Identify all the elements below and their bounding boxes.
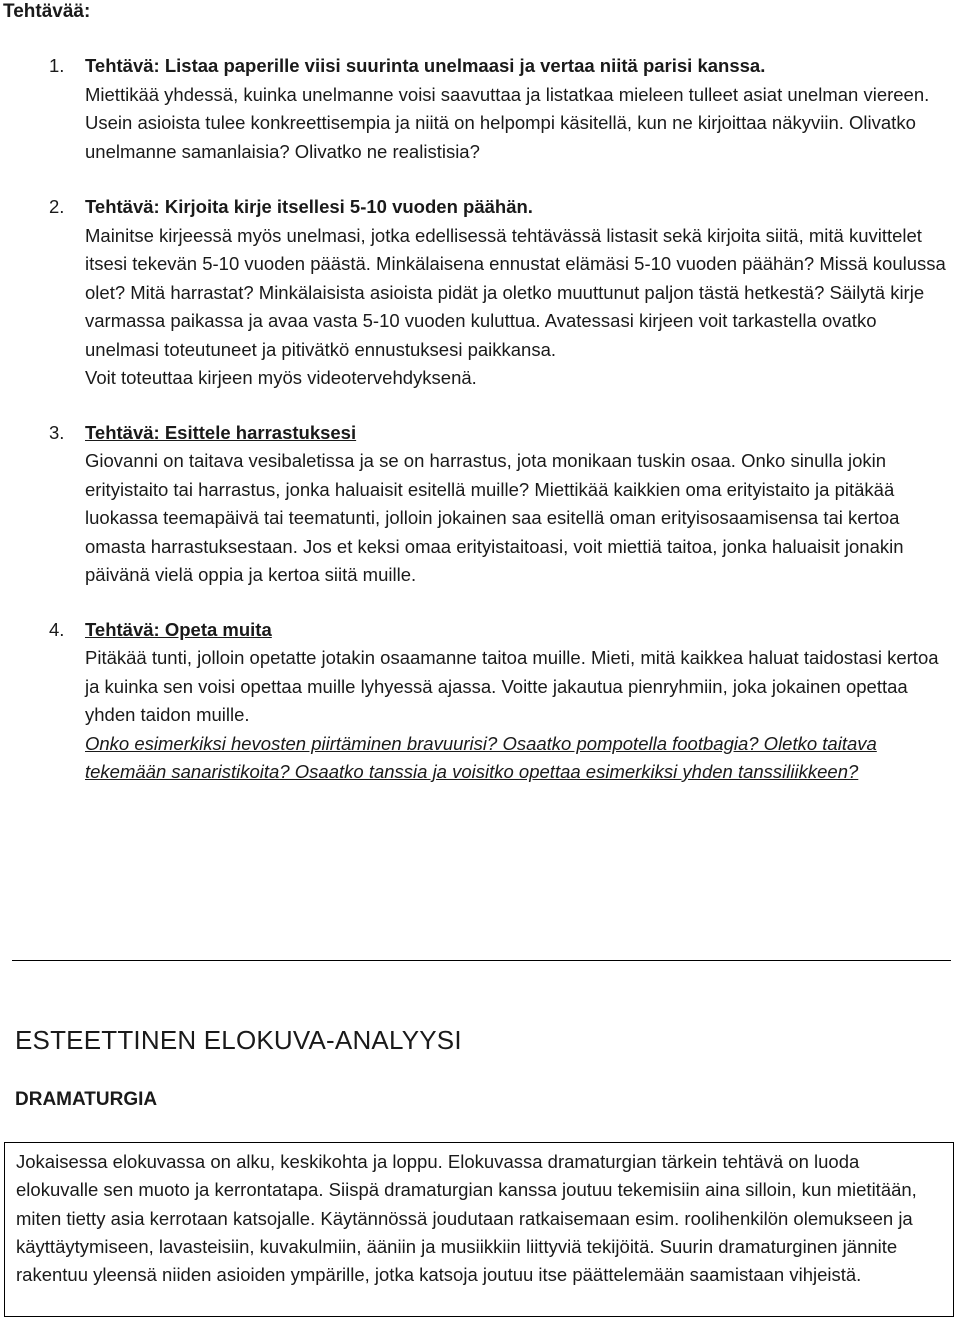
task-title: Tehtävä: Opeta muita <box>85 618 272 640</box>
text-box <box>4 1142 954 1317</box>
task-item <box>0 419 950 590</box>
box-text: Jokaisessa elokuvassa on alku, keskikohta ja loppu. Elokuvassa dramaturgian tärkein tehtävä on luoda elokuvalle sen muoto ja kerrontatapa. Siispä dramaturgian kanssa joutuu tekemisiin aina silloin, kun mietitään, miten tietty asia kerrotaan katsojalle. Käytännössä joudutaan ratkaisemaan esim. roolihenkilön olemukseen ja käyttäytymiseen, lavasteisiin, kuvakulmiin, ääniin ja musiikkiin liittyviä tekijöitä. Suurin dramaturginen jännite rakentuu yleensä niiden asioiden ympärille, jotka katsoja joutuu itse päättelemään saamistaan vihjeistä. <box>16 1151 917 1286</box>
task-number: 1. <box>49 55 65 76</box>
page-heading: Tehtävää: <box>3 1 91 22</box>
task-number: 2. <box>49 196 65 217</box>
task-body: Mainitse kirjeessä myös unelmasi, jotka edellisessä tehtävässä listasit sekä kirjoita siitä, mitä kuvittelet itsesi tekevän 5-10 vuoden päästä. Minkälaisena ennustat elämäsi 5-10 vuoden päähän? Missä koulussa olet? Mitä harrastat? Minkälaisista asioista pidät ja oletko muuttunut paljon tästä hetkestä? Säilytä kirje varmassa paikassa ja avaa vasta 5-10 vuoden kuluttua. Avatessasi kirjeen voit tarkastella ovatko unelmasi toteutuneet ja pitivätkö ennustuksesi paikkansa. <box>85 224 946 360</box>
task-examples: Onko esimerkiksi hevosten piirtäminen bravuurisi? Osaatko pompotella footbagia? Oletko taitava tekemään sanaristikoita? Osaatko tanssia ja voisitko opettaa esimerkiksi yhden tanssiliikkeen? <box>85 732 877 782</box>
task-number: 3. <box>49 421 65 443</box>
task-title: Tehtävä: Listaa paperille viisi suurinta unelmaasi ja vertaa niitä parisi kanssa. <box>85 55 766 76</box>
section-divider <box>12 960 951 961</box>
task-title: Tehtävä: Kirjoita kirje itsellesi 5-10 vuoden päähän. <box>85 196 533 217</box>
task-body: Giovanni on taitava vesibaletissa ja se on harrastus, jota monikaan tuskin osaa. Onko sinulla jokin erityistaito tai harrastus, jonka haluaisit esitellä muille? Miettikää kaikkien oma erityistaito ja pitäkää luokassa teemapäivä tai teematunti, jolloin jokainen saa esitellä oman erityisosaamisensa tai kertoa omasta harrastuksestaan. Jos et keksi omaa erityistaitoasi, voit miettiä taitoa, jonka haluaisit jonakin päivänä vielä oppia ja kertoa siitä muille. <box>85 450 904 585</box>
task-number: 4. <box>49 618 65 640</box>
task-item <box>0 52 950 166</box>
task-body: Pitäkää tunti, jolloin opetatte jotakin osaamanne taitoa muille. Mieti, mitä kaikkea haluat taidostasi kertoa ja kuinka sen voisi opettaa muille lyhyessä ajassa. Voitte jakautua pienryhmiin, joka jokainen opettaa yhden taidon muille. <box>85 647 939 725</box>
task-list <box>0 52 950 787</box>
section-title: ESTEETTINEN ELOKUVA-ANALYYSI <box>15 1025 462 1055</box>
task-item <box>0 193 950 393</box>
task-extra: Voit toteuttaa kirjeen myös videotervehdyksenä. <box>85 367 477 388</box>
task-title: Tehtävä: Esittele harrastuksesi <box>85 421 357 443</box>
subsection-title: DRAMATURGIA <box>15 1089 158 1110</box>
task-item <box>0 616 950 787</box>
task-body: Miettikää yhdessä, kuinka unelmanne voisi saavuttaa ja listatkaa mieleen tulleet asiat unelman viereen. Usein asioista tulee konkreettisempia ja niitä on helpompi käsitellä, kun ne kirjoittaa näkyviin. Olivatko unelmanne samanlaisia? Olivatko ne realistisia? <box>85 83 930 162</box>
